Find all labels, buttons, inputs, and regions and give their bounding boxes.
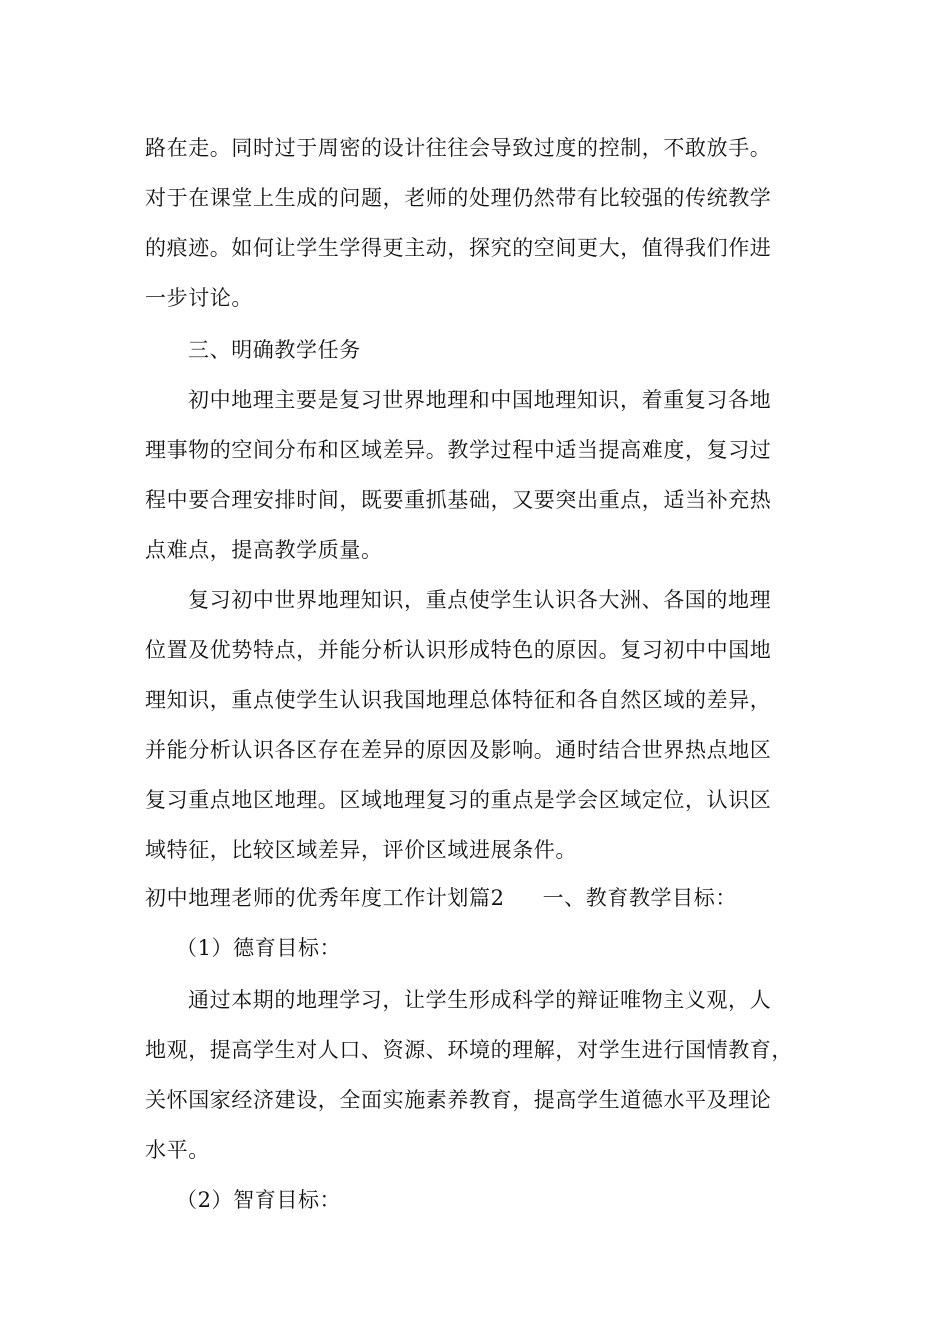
paragraph-line: 位置及优势特点，并能分析认识形成特色的原因。复习初中中国地 bbox=[145, 638, 772, 662]
plan-title: 初中地理老师的优秀年度工作计划篇2 bbox=[145, 886, 505, 910]
subsection-heading: （2）智育目标： bbox=[176, 1188, 342, 1212]
paragraph-line: 复习初中世界地理知识，重点使学生认识各大洲、各国的地理 bbox=[188, 588, 772, 612]
paragraph-line: 理事物的空间分布和区域差异。教学过程中适当提高难度，复习过 bbox=[145, 438, 772, 462]
section-heading: 一、教育教学目标： bbox=[542, 886, 737, 910]
paragraph-line: 通过本期的地理学习，让学生形成科学的辩证唯物主义观，人 bbox=[188, 988, 772, 1012]
paragraph-line: 路在走。同时过于周密的设计往往会导致过度的控制，不敢放手。 bbox=[145, 136, 772, 160]
paragraph-line: 域特征，比较区域差异，评价区域进展条件。 bbox=[145, 838, 577, 862]
paragraph-line: 程中要合理安排时间，既要重抓基础，又要突出重点，适当补充热 bbox=[145, 488, 772, 512]
paragraph-line: 理知识，重点使学生认识我国地理总体特征和各自然区域的差异， bbox=[145, 688, 772, 712]
paragraph-line: 点难点，提高教学质量。 bbox=[145, 538, 383, 562]
paragraph-line: 并能分析认识各区存在差异的原因及影响。通时结合世界热点地区 bbox=[145, 738, 772, 762]
paragraph-line: 初中地理主要是复习世界地理和中国地理知识，着重复习各地 bbox=[188, 388, 772, 412]
subsection-heading: （1）德育目标： bbox=[176, 936, 342, 960]
paragraph-line: 地观，提高学生对人口、资源、环境的理解，对学生进行国情教育， bbox=[145, 1038, 793, 1062]
paragraph-line: 对于在课堂上生成的问题，老师的处理仍然带有比较强的传统教学 bbox=[145, 186, 772, 210]
paragraph-line: 一步讨论。 bbox=[145, 286, 253, 310]
document-title-line bbox=[145, 883, 737, 913]
section-heading: 三、明确教学任务 bbox=[188, 338, 361, 362]
paragraph-line: 的痕迹。如何让学生学得更主动，探究的空间更大，值得我们作进 bbox=[145, 236, 772, 260]
paragraph-line: 水平。 bbox=[145, 1138, 210, 1162]
paragraph-line: 关怀国家经济建设，全面实施素养教育，提高学生道德水平及理论 bbox=[145, 1088, 772, 1112]
paragraph-line: 复习重点地区地理。区域地理复习的重点是学会区域定位，认识区 bbox=[145, 788, 772, 812]
